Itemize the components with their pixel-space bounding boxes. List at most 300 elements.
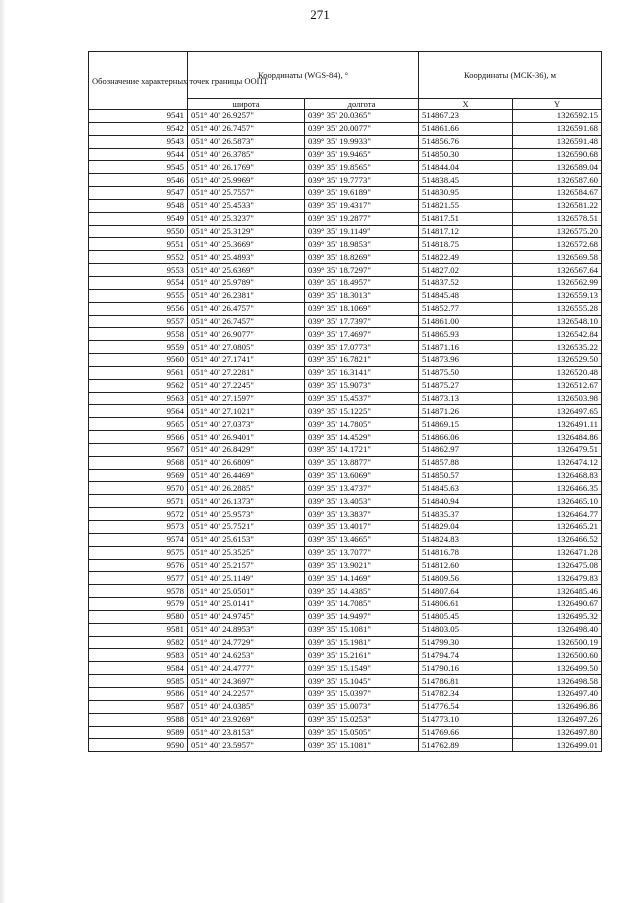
table-row	[89, 546, 602, 559]
point-number-cell: 9548	[89, 199, 188, 212]
point-number-cell: 9574	[89, 533, 188, 546]
latitude-cell: 051° 40' 26.1769"	[188, 161, 305, 174]
point-number-cell: 9573	[89, 521, 188, 534]
latitude-cell: 051° 40' 27.2245"	[188, 379, 305, 392]
latitude-cell: 051° 40' 26.2381"	[188, 289, 305, 302]
longitude-cell: 039° 35' 19.2877"	[305, 212, 419, 225]
point-number-cell: 9552	[89, 251, 188, 264]
longitude-cell: 039° 35' 13.7077"	[305, 546, 419, 559]
y-coordinate-cell: 1326548.10	[513, 315, 602, 328]
latitude-cell: 051° 40' 25.2157"	[188, 559, 305, 572]
x-coordinate-cell: 514844.04	[419, 161, 513, 174]
point-number-cell: 9564	[89, 405, 188, 418]
table-row	[89, 739, 602, 752]
latitude-cell: 051° 40' 25.9789"	[188, 276, 305, 289]
longitude-cell: 039° 35' 15.2161"	[305, 649, 419, 662]
longitude-cell: 039° 35' 18.8269"	[305, 251, 419, 264]
header-longitude: долгота	[305, 99, 419, 110]
longitude-cell: 039° 35' 15.1981"	[305, 636, 419, 649]
point-number-cell: 9583	[89, 649, 188, 662]
y-coordinate-cell: 1326475.08	[513, 559, 602, 572]
y-coordinate-cell: 1326581.22	[513, 199, 602, 212]
table-body	[89, 110, 602, 752]
point-number-cell: 9580	[89, 610, 188, 623]
longitude-cell: 039° 35' 17.4697"	[305, 328, 419, 341]
table-row	[89, 687, 602, 700]
longitude-cell: 039° 35' 18.1069"	[305, 302, 419, 315]
longitude-cell: 039° 35' 19.8565"	[305, 161, 419, 174]
header-y: Y	[513, 99, 602, 110]
point-number-cell: 9543	[89, 135, 188, 148]
x-coordinate-cell: 514812.60	[419, 559, 513, 572]
y-coordinate-cell: 1326590.68	[513, 148, 602, 161]
longitude-cell: 039° 35' 19.9465"	[305, 148, 419, 161]
longitude-cell: 039° 35' 14.7805"	[305, 418, 419, 431]
table-row	[89, 456, 602, 469]
longitude-cell: 039° 35' 19.9933"	[305, 135, 419, 148]
point-number-cell: 9562	[89, 379, 188, 392]
latitude-cell: 051° 40' 27.1597"	[188, 392, 305, 405]
header-designation: Обозначение характерных точек границы ООПТ	[89, 52, 188, 110]
latitude-cell: 051° 40' 24.6253"	[188, 649, 305, 662]
point-number-cell: 9568	[89, 456, 188, 469]
longitude-cell: 039° 35' 15.0505"	[305, 726, 419, 739]
longitude-cell: 039° 35' 14.9497"	[305, 610, 419, 623]
table-row	[89, 354, 602, 367]
y-coordinate-cell: 1326569.58	[513, 251, 602, 264]
x-coordinate-cell: 514873.96	[419, 354, 513, 367]
y-coordinate-cell: 1326497.26	[513, 713, 602, 726]
latitude-cell: 051° 40' 25.0141"	[188, 598, 305, 611]
longitude-cell: 039° 35' 15.1045"	[305, 675, 419, 688]
latitude-cell: 051° 40' 25.3237"	[188, 212, 305, 225]
table-row	[89, 148, 602, 161]
latitude-cell: 051° 40' 23.5957"	[188, 739, 305, 752]
x-coordinate-cell: 514824.83	[419, 533, 513, 546]
table-row	[89, 482, 602, 495]
table-row	[89, 225, 602, 238]
latitude-cell: 051° 40' 26.6809"	[188, 456, 305, 469]
point-number-cell: 9577	[89, 572, 188, 585]
x-coordinate-cell: 514856.76	[419, 135, 513, 148]
x-coordinate-cell: 514837.52	[419, 276, 513, 289]
point-number-cell: 9585	[89, 675, 188, 688]
y-coordinate-cell: 1326479.83	[513, 572, 602, 585]
longitude-cell: 039° 35' 16.3141"	[305, 366, 419, 379]
x-coordinate-cell: 514845.48	[419, 289, 513, 302]
x-coordinate-cell: 514769.66	[419, 726, 513, 739]
longitude-cell: 039° 35' 15.9073"	[305, 379, 419, 392]
point-number-cell: 9572	[89, 508, 188, 521]
x-coordinate-cell: 514776.54	[419, 700, 513, 713]
coordinates-table	[88, 51, 602, 752]
point-number-cell: 9589	[89, 726, 188, 739]
x-coordinate-cell: 514829.04	[419, 521, 513, 534]
table-row	[89, 585, 602, 598]
y-coordinate-cell: 1326587.60	[513, 174, 602, 187]
y-coordinate-cell: 1326466.35	[513, 482, 602, 495]
table-row	[89, 187, 602, 200]
point-number-cell: 9555	[89, 289, 188, 302]
longitude-cell: 039° 35' 17.7397"	[305, 315, 419, 328]
latitude-cell: 051° 40' 26.7457"	[188, 315, 305, 328]
table-row	[89, 212, 602, 225]
table-row	[89, 405, 602, 418]
table-row	[89, 135, 602, 148]
header-latitude: широта	[188, 99, 305, 110]
y-coordinate-cell: 1326498.40	[513, 623, 602, 636]
longitude-cell: 039° 35' 13.3837"	[305, 508, 419, 521]
y-coordinate-cell: 1326555.28	[513, 302, 602, 315]
latitude-cell: 051° 40' 25.9969"	[188, 174, 305, 187]
y-coordinate-cell: 1326500.60	[513, 649, 602, 662]
point-number-cell: 9549	[89, 212, 188, 225]
y-coordinate-cell: 1326575.20	[513, 225, 602, 238]
table-row	[89, 623, 602, 636]
table-row	[89, 431, 602, 444]
table-row	[89, 328, 602, 341]
point-number-cell: 9570	[89, 482, 188, 495]
longitude-cell: 039° 35' 18.9853"	[305, 238, 419, 251]
point-number-cell: 9553	[89, 264, 188, 277]
latitude-cell: 051° 40' 26.4757"	[188, 302, 305, 315]
point-number-cell: 9584	[89, 662, 188, 675]
table-row	[89, 251, 602, 264]
longitude-cell: 039° 35' 13.9021"	[305, 559, 419, 572]
longitude-cell: 039° 35' 13.4665"	[305, 533, 419, 546]
latitude-cell: 051° 40' 27.0373"	[188, 418, 305, 431]
table-row	[89, 713, 602, 726]
table-row	[89, 110, 602, 123]
table-row	[89, 238, 602, 251]
longitude-cell: 039° 35' 19.7773"	[305, 174, 419, 187]
y-coordinate-cell: 1326572.68	[513, 238, 602, 251]
x-coordinate-cell: 514821.55	[419, 199, 513, 212]
x-coordinate-cell: 514830.95	[419, 187, 513, 200]
longitude-cell: 039° 35' 15.0073"	[305, 700, 419, 713]
point-number-cell: 9571	[89, 495, 188, 508]
table-row	[89, 700, 602, 713]
longitude-cell: 039° 35' 13.4053"	[305, 495, 419, 508]
latitude-cell: 051° 40' 26.2885"	[188, 482, 305, 495]
y-coordinate-cell: 1326498.58	[513, 675, 602, 688]
latitude-cell: 051° 40' 24.8953"	[188, 623, 305, 636]
x-coordinate-cell: 514816.78	[419, 546, 513, 559]
table-row	[89, 276, 602, 289]
point-number-cell: 9566	[89, 431, 188, 444]
latitude-cell: 051° 40' 27.0805"	[188, 341, 305, 354]
x-coordinate-cell: 514790.16	[419, 662, 513, 675]
y-coordinate-cell: 1326589.04	[513, 161, 602, 174]
point-number-cell: 9558	[89, 328, 188, 341]
point-number-cell: 9551	[89, 238, 188, 251]
y-coordinate-cell: 1326584.67	[513, 187, 602, 200]
y-coordinate-cell: 1326484.86	[513, 431, 602, 444]
header-x: X	[419, 99, 513, 110]
longitude-cell: 039° 35' 13.4737"	[305, 482, 419, 495]
longitude-cell: 039° 35' 15.4537"	[305, 392, 419, 405]
latitude-cell: 051° 40' 27.1741"	[188, 354, 305, 367]
scan-edge-shadow	[0, 0, 6, 903]
y-coordinate-cell: 1326499.01	[513, 739, 602, 752]
y-coordinate-cell: 1326562.99	[513, 276, 602, 289]
longitude-cell: 039° 35' 13.8877"	[305, 456, 419, 469]
page-number: 271	[310, 7, 330, 22]
x-coordinate-cell: 514773.10	[419, 713, 513, 726]
x-coordinate-cell: 514862.97	[419, 443, 513, 456]
y-coordinate-cell: 1326464.77	[513, 508, 602, 521]
table-row	[89, 302, 602, 315]
y-coordinate-cell: 1326535.22	[513, 341, 602, 354]
point-number-cell: 9581	[89, 623, 188, 636]
latitude-cell: 051° 40' 26.9401"	[188, 431, 305, 444]
point-number-cell: 9587	[89, 700, 188, 713]
y-coordinate-cell: 1326495.32	[513, 610, 602, 623]
latitude-cell: 051° 40' 25.6369"	[188, 264, 305, 277]
point-number-cell: 9586	[89, 687, 188, 700]
latitude-cell: 051° 40' 24.4777"	[188, 662, 305, 675]
point-number-cell: 9575	[89, 546, 188, 559]
y-coordinate-cell: 1326490.67	[513, 598, 602, 611]
x-coordinate-cell: 514807.64	[419, 585, 513, 598]
latitude-cell: 051° 40' 23.8153"	[188, 726, 305, 739]
latitude-cell: 051° 40' 24.0385"	[188, 700, 305, 713]
y-coordinate-cell: 1326497.65	[513, 405, 602, 418]
latitude-cell: 051° 40' 24.3697"	[188, 675, 305, 688]
point-number-cell: 9545	[89, 161, 188, 174]
table-row	[89, 341, 602, 354]
table-row	[89, 289, 602, 302]
table-row	[89, 122, 602, 135]
table-row	[89, 315, 602, 328]
x-coordinate-cell: 514867.23	[419, 110, 513, 123]
x-coordinate-cell: 514865.93	[419, 328, 513, 341]
x-coordinate-cell: 514869.15	[419, 418, 513, 431]
table-row	[89, 636, 602, 649]
y-coordinate-cell: 1326503.98	[513, 392, 602, 405]
y-coordinate-cell: 1326497.80	[513, 726, 602, 739]
longitude-cell: 039° 35' 15.0253"	[305, 713, 419, 726]
latitude-cell: 051° 40' 25.7557"	[188, 187, 305, 200]
latitude-cell: 051° 40' 26.8429"	[188, 443, 305, 456]
latitude-cell: 051° 40' 25.7521"	[188, 521, 305, 534]
y-coordinate-cell: 1326485.46	[513, 585, 602, 598]
x-coordinate-cell: 514845.63	[419, 482, 513, 495]
longitude-cell: 039° 35' 20.0365"	[305, 110, 419, 123]
x-coordinate-cell: 514875.27	[419, 379, 513, 392]
latitude-cell: 051° 40' 24.2257"	[188, 687, 305, 700]
y-coordinate-cell: 1326496.86	[513, 700, 602, 713]
table-row	[89, 161, 602, 174]
table-row	[89, 264, 602, 277]
point-number-cell: 9547	[89, 187, 188, 200]
y-coordinate-cell: 1326591.48	[513, 135, 602, 148]
x-coordinate-cell: 514861.66	[419, 122, 513, 135]
latitude-cell: 051° 40' 26.3785"	[188, 148, 305, 161]
table-row	[89, 508, 602, 521]
latitude-cell: 051° 40' 26.7457"	[188, 122, 305, 135]
longitude-cell: 039° 35' 17.0773"	[305, 341, 419, 354]
x-coordinate-cell: 514850.57	[419, 469, 513, 482]
longitude-cell: 039° 35' 16.7821"	[305, 354, 419, 367]
table-row	[89, 379, 602, 392]
latitude-cell: 051° 40' 25.3669"	[188, 238, 305, 251]
header-msk36: Координаты (МСК-36), м	[419, 52, 602, 99]
latitude-cell: 051° 40' 25.4893"	[188, 251, 305, 264]
y-coordinate-cell: 1326468.83	[513, 469, 602, 482]
longitude-cell: 039° 35' 18.7297"	[305, 264, 419, 277]
latitude-cell: 051° 40' 25.1149"	[188, 572, 305, 585]
longitude-cell: 039° 35' 13.6069"	[305, 469, 419, 482]
latitude-cell: 051° 40' 25.6153"	[188, 533, 305, 546]
latitude-cell: 051° 40' 26.9077"	[188, 328, 305, 341]
y-coordinate-cell: 1326578.51	[513, 212, 602, 225]
latitude-cell: 051° 40' 27.1021"	[188, 405, 305, 418]
x-coordinate-cell: 514809.56	[419, 572, 513, 585]
header-wgs84: Координаты (WGS-84), °	[188, 52, 419, 99]
longitude-cell: 039° 35' 15.1081"	[305, 739, 419, 752]
x-coordinate-cell: 514786.81	[419, 675, 513, 688]
x-coordinate-cell: 514835.37	[419, 508, 513, 521]
latitude-cell: 051° 40' 24.7729"	[188, 636, 305, 649]
y-coordinate-cell: 1326567.64	[513, 264, 602, 277]
x-coordinate-cell: 514866.06	[419, 431, 513, 444]
x-coordinate-cell: 514827.02	[419, 264, 513, 277]
y-coordinate-cell: 1326542.84	[513, 328, 602, 341]
y-coordinate-cell: 1326497.40	[513, 687, 602, 700]
x-coordinate-cell: 514861.00	[419, 315, 513, 328]
longitude-cell: 039° 35' 20.0077"	[305, 122, 419, 135]
x-coordinate-cell: 514782.34	[419, 687, 513, 700]
point-number-cell: 9565	[89, 418, 188, 431]
longitude-cell: 039° 35' 15.1225"	[305, 405, 419, 418]
table-row	[89, 521, 602, 534]
x-coordinate-cell: 514875.50	[419, 366, 513, 379]
table-row	[89, 495, 602, 508]
table-row	[89, 366, 602, 379]
longitude-cell: 039° 35' 15.0397"	[305, 687, 419, 700]
x-coordinate-cell: 514817.51	[419, 212, 513, 225]
point-number-cell: 9590	[89, 739, 188, 752]
point-number-cell: 9557	[89, 315, 188, 328]
point-number-cell: 9541	[89, 110, 188, 123]
point-number-cell: 9576	[89, 559, 188, 572]
y-coordinate-cell: 1326471.28	[513, 546, 602, 559]
longitude-cell: 039° 35' 14.4529"	[305, 431, 419, 444]
x-coordinate-cell: 514857.88	[419, 456, 513, 469]
y-coordinate-cell: 1326465.21	[513, 521, 602, 534]
x-coordinate-cell: 514822.49	[419, 251, 513, 264]
longitude-cell: 039° 35' 18.4957"	[305, 276, 419, 289]
latitude-cell: 051° 40' 26.5873"	[188, 135, 305, 148]
longitude-cell: 039° 35' 14.4385"	[305, 585, 419, 598]
latitude-cell: 051° 40' 25.3129"	[188, 225, 305, 238]
x-coordinate-cell: 514871.16	[419, 341, 513, 354]
latitude-cell: 051° 40' 23.9269"	[188, 713, 305, 726]
y-coordinate-cell: 1326591.68	[513, 122, 602, 135]
y-coordinate-cell: 1326479.51	[513, 443, 602, 456]
point-number-cell: 9546	[89, 174, 188, 187]
point-number-cell: 9578	[89, 585, 188, 598]
y-coordinate-cell: 1326466.52	[513, 533, 602, 546]
table-row	[89, 469, 602, 482]
latitude-cell: 051° 40' 26.9257"	[188, 110, 305, 123]
point-number-cell: 9582	[89, 636, 188, 649]
point-number-cell: 9556	[89, 302, 188, 315]
x-coordinate-cell: 514817.12	[419, 225, 513, 238]
y-coordinate-cell: 1326520.48	[513, 366, 602, 379]
point-number-cell: 9588	[89, 713, 188, 726]
table-row	[89, 675, 602, 688]
table-row	[89, 443, 602, 456]
longitude-cell: 039° 35' 19.4317"	[305, 199, 419, 212]
longitude-cell: 039° 35' 14.1469"	[305, 572, 419, 585]
table-row	[89, 649, 602, 662]
table-row	[89, 572, 602, 585]
table-row	[89, 174, 602, 187]
table-row	[89, 533, 602, 546]
latitude-cell: 051° 40' 24.9745"	[188, 610, 305, 623]
latitude-cell: 051° 40' 26.4469"	[188, 469, 305, 482]
table-row	[89, 598, 602, 611]
latitude-cell: 051° 40' 25.4533"	[188, 199, 305, 212]
longitude-cell: 039° 35' 14.7085"	[305, 598, 419, 611]
y-coordinate-cell: 1326559.13	[513, 289, 602, 302]
y-coordinate-cell: 1326512.67	[513, 379, 602, 392]
point-number-cell: 9554	[89, 276, 188, 289]
x-coordinate-cell: 514794.74	[419, 649, 513, 662]
point-number-cell: 9563	[89, 392, 188, 405]
point-number-cell: 9560	[89, 354, 188, 367]
x-coordinate-cell: 514803.05	[419, 623, 513, 636]
y-coordinate-cell: 1326465.10	[513, 495, 602, 508]
longitude-cell: 039° 35' 13.4017"	[305, 521, 419, 534]
table-row	[89, 662, 602, 675]
longitude-cell: 039° 35' 18.3013"	[305, 289, 419, 302]
point-number-cell: 9561	[89, 366, 188, 379]
x-coordinate-cell: 514840.94	[419, 495, 513, 508]
point-number-cell: 9542	[89, 122, 188, 135]
table-row	[89, 199, 602, 212]
point-number-cell: 9550	[89, 225, 188, 238]
y-coordinate-cell: 1326500.19	[513, 636, 602, 649]
point-number-cell: 9559	[89, 341, 188, 354]
longitude-cell: 039° 35' 19.1149"	[305, 225, 419, 238]
latitude-cell: 051° 40' 25.9573"	[188, 508, 305, 521]
latitude-cell: 051° 40' 25.0501"	[188, 585, 305, 598]
latitude-cell: 051° 40' 26.1373"	[188, 495, 305, 508]
table-header-row	[89, 52, 602, 99]
latitude-cell: 051° 40' 25.3525"	[188, 546, 305, 559]
y-coordinate-cell: 1326592.15	[513, 110, 602, 123]
x-coordinate-cell: 514806.61	[419, 598, 513, 611]
longitude-cell: 039° 35' 19.6189"	[305, 187, 419, 200]
x-coordinate-cell: 514799.30	[419, 636, 513, 649]
table-row	[89, 726, 602, 739]
point-number-cell: 9579	[89, 598, 188, 611]
longitude-cell: 039° 35' 14.1721"	[305, 443, 419, 456]
table-row	[89, 610, 602, 623]
y-coordinate-cell: 1326491.11	[513, 418, 602, 431]
table-row	[89, 418, 602, 431]
x-coordinate-cell: 514805.45	[419, 610, 513, 623]
x-coordinate-cell: 514838.45	[419, 174, 513, 187]
point-number-cell: 9544	[89, 148, 188, 161]
x-coordinate-cell: 514762.89	[419, 739, 513, 752]
point-number-cell: 9567	[89, 443, 188, 456]
point-number-cell: 9569	[89, 469, 188, 482]
longitude-cell: 039° 35' 15.1549"	[305, 662, 419, 675]
